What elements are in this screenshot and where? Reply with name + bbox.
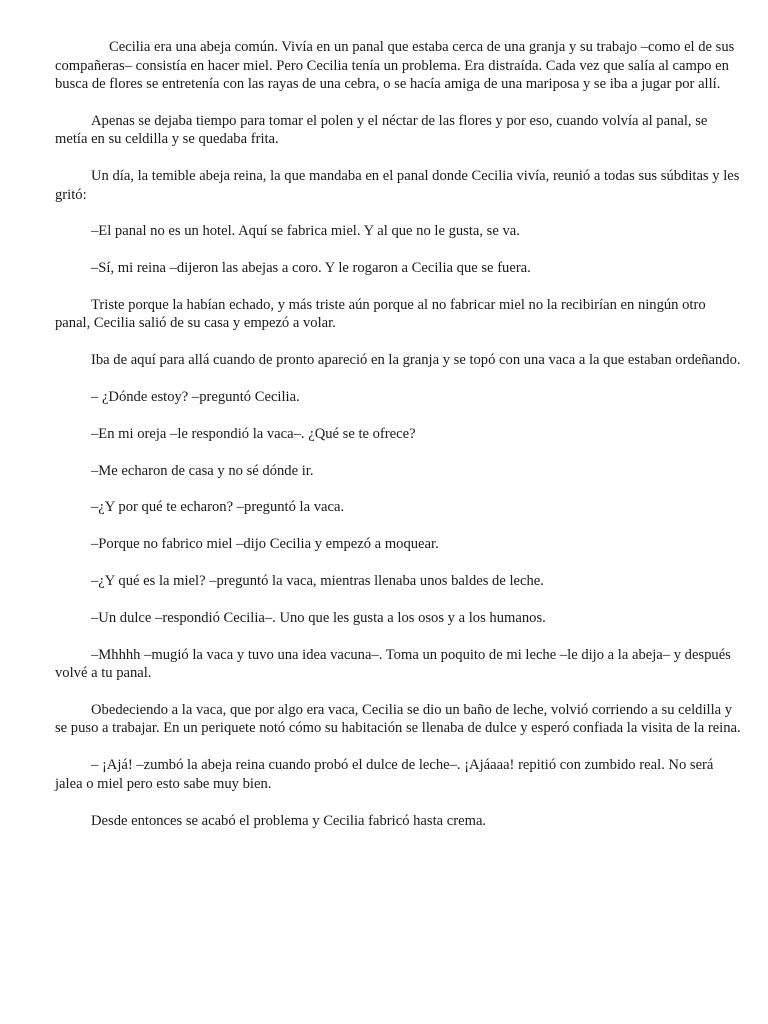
paragraph-17: – ¡Ajá! –zumbó la abeja reina cuando probó el dulce de leche–. ¡Ajáaaa! repitió con zumbido real. No será jalea o miel pero esto sabe muy bien. [55,757,714,792]
paragraph-2: Apenas se dejaba tiempo para tomar el polen y el néctar de las flores y por eso, cuando volvía al panal, se metía en su celdilla y se quedaba frita. [55,112,708,148]
paragraph-15: –Mhhhh –mugió la vaca y tuvo una idea vacuna–. Toma un poquito de mi leche –le dijo a la abeja– y después volvé a tu panal. [55,646,731,682]
paragraph-6: Triste porque la habían echado, y más triste aún porque al no fabricar miel no la recibirían en ningún otro panal, Cecilia salió de su casa y empezó a volar. [55,296,706,332]
paragraph-4: –El panal no es un hotel. Aquí se fabrica miel. Y al que no le gusta, se va. [91,223,520,240]
paragraph-10: –Me echaron de casa y no sé dónde ir. [91,462,314,479]
paragraph-7: Iba de aquí para allá cuando de pronto apareció en la granja y se topó con una vaca a la que estaban ordeñando. [91,352,741,369]
paragraph-16: Obedeciendo a la vaca, que por algo era vaca, Cecilia se dio un baño de leche, volvió corriendo a su celdilla y se puso a trabajar. En un periquete notó cómo su habitación se llenaba de dulce y esperó confiada la visita de la reina. [55,701,741,737]
paragraph-18: Desde entonces se acabó el problema y Cecilia fabricó hasta crema. [91,812,487,829]
paragraph-9: –En mi oreja –le respondió la vaca–. ¿Qué se te ofrece? [91,425,416,442]
paragraph-3: Un día, la temible abeja reina, la que mandaba en el panal donde Cecilia vivía, reunió a todas sus súbditas y les gritó: [55,168,740,203]
paragraph-13: –¿Y qué es la miel? –preguntó la vaca, mientras llenaba unos baldes de leche. [91,573,544,590]
paragraph-12: –Porque no fabrico miel –dijo Cecilia y empezó a moquear. [91,536,439,553]
paragraph-11: –¿Y por qué te echaron? –preguntó la vaca. [91,499,345,516]
paragraph-8: – ¿Dónde estoy? –preguntó Cecilia. [91,389,300,406]
paragraph-1: Cecilia era una abeja común. Vivía en un panal que estaba cerca de una granja y su trabajo –como el de sus compañeras– consistía en hacer miel. Pero Cecilia tenía un problema. Era distraída. Cada vez que salía al campo en busca de flores se entretenía con las rayas de una cebra, o se hacía amiga de una mariposa y se iba a jugar por allí. [55,39,735,92]
document-page [55,38,743,848]
paragraph-14: –Un dulce –respondió Cecilia–. Uno que les gusta a los osos y a los humanos. [91,609,546,626]
paragraph-5: –Sí, mi reina –dijeron las abejas a coro. Y le rogaron a Cecilia que se fuera. [91,260,531,277]
